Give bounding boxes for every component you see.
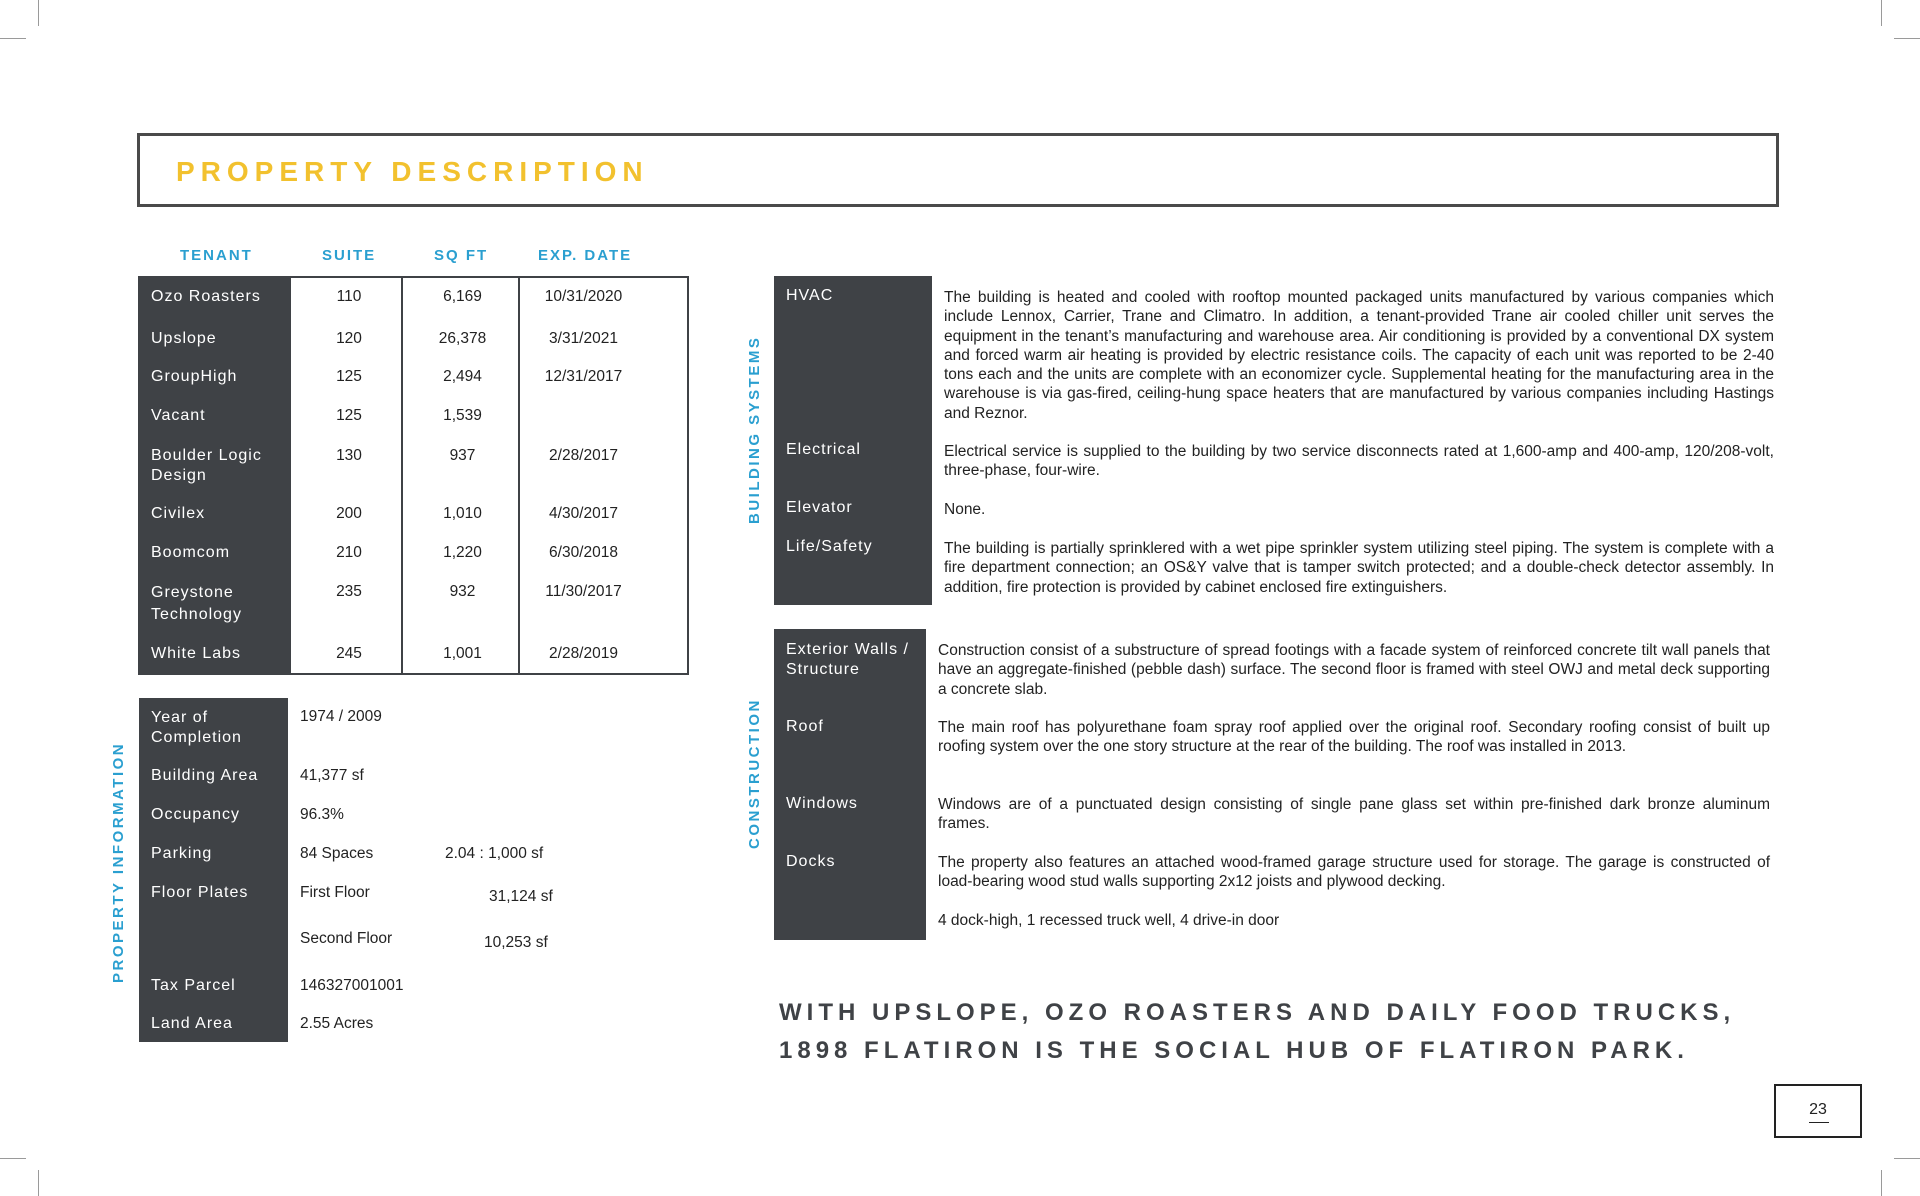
suite-value: 125	[336, 407, 362, 424]
quote-line-2: 1898 FLATIRON IS THE SOCIAL HUB OF FLATIRON PARK.	[779, 1037, 1689, 1064]
hvac-text: The building is heated and cooled with rooftop mounted packaged units manufactured by various companies which include Lennox, Carrier, Trane and Climatro. In addition, a tenant-provided Trane air cooled chiller unit serves the equipment in the tenant’s manufacturing and warehouse area. Air conditioning is provided by a conventional DX system and forced warm air heating is provided by electric resistance coils. The capacity of each unit was reported to be 2-40 tons each and the units are complete with an economizer cycle. Supplemental heating for the manufacturing area in the warehouse is via gas-fired, ceiling-hung space heaters that are manufactured by various companies including Hastings and Reznor.	[944, 289, 1774, 422]
exp-date-value: 11/30/2017	[545, 583, 622, 600]
electrical-text: Electrical service is supplied to the building by two service disconnects rated at 1,600-amp and 400-amp, 120/208-volt, three-phase, four-wire.	[944, 443, 1774, 480]
exp-date-value: 4/30/2017	[549, 505, 618, 522]
page-number-underline	[1809, 1122, 1829, 1123]
sqft-value: 2,494	[443, 368, 482, 385]
sqft-value: 1,010	[443, 505, 482, 522]
construction-label: CONSTRUCTION	[746, 698, 763, 849]
column-header-sqft: SQ FT	[434, 247, 489, 264]
exp-date-value: 2/28/2017	[549, 447, 618, 464]
crop-mark	[38, 1170, 39, 1196]
tenant-name: Upslope	[151, 330, 217, 347]
life-safety-label: Life/Safety	[786, 538, 873, 555]
quote-line-1: WITH UPSLOPE, OZO ROASTERS AND DAILY FOOD TRUCKS,	[779, 999, 1736, 1026]
docks-text-secondary: 4 dock-high, 1 recessed truck well, 4 drive-in door	[938, 912, 1280, 929]
exterior-walls-label: Exterior Walls / Structure	[786, 641, 909, 678]
exp-date-value: 3/31/2021	[549, 330, 618, 347]
elevator-label: Elevator	[786, 499, 853, 516]
roof-text: The main roof has polyurethane foam spray roof applied over the original roof. Secondary roofing consist of built up roofing system over the one story structure at the rear of the building. The roof was installed in 2013.	[938, 719, 1770, 756]
crop-mark	[0, 1158, 26, 1159]
sqft-value: 1,001	[443, 645, 482, 662]
suite-value: 130	[336, 447, 362, 464]
first-floor-value: 31,124 sf	[489, 888, 553, 905]
elevator-text: None.	[944, 501, 986, 518]
land-area-value: 2.55 Acres	[300, 1015, 374, 1032]
parking-ratio: 2.04 : 1,000 sf	[445, 845, 544, 862]
sqft-value: 932	[449, 583, 476, 600]
crop-mark	[38, 0, 39, 26]
suite-value: 120	[336, 330, 362, 347]
sqft-value: 1,539	[443, 407, 482, 424]
suite-value: 125	[336, 368, 362, 385]
exp-date-value: 6/30/2018	[549, 544, 618, 561]
electrical-label: Electrical	[786, 441, 861, 458]
tenant-name: Vacant	[151, 407, 206, 424]
tenant-name: White Labs	[151, 645, 242, 662]
suite-value: 200	[336, 505, 362, 522]
second-floor-value: 10,253 sf	[484, 934, 548, 951]
occupancy-value: 96.3%	[300, 806, 344, 823]
suite-value: 235	[336, 583, 362, 600]
occupancy-label: Occupancy	[151, 806, 241, 823]
land-area-label: Land Area	[151, 1015, 233, 1032]
exp-date-value: 2/28/2019	[549, 645, 618, 662]
docks-label: Docks	[786, 853, 836, 870]
hvac-label: HVAC	[786, 287, 834, 304]
building-area-label: Building Area	[151, 767, 259, 784]
sqft-value: 1,220	[443, 544, 482, 561]
crop-mark	[0, 38, 26, 39]
tenant-name: GroupHigh	[151, 368, 238, 385]
crop-mark	[1881, 1170, 1882, 1196]
title-box	[137, 133, 1779, 207]
exp-date-value: 10/31/2020	[544, 288, 623, 305]
tenant-name: Boomcom	[151, 544, 231, 561]
crop-mark	[1894, 1158, 1920, 1159]
page-number-box	[1774, 1084, 1862, 1138]
sqft-value: 6,169	[443, 288, 482, 305]
building-area-value: 41,377 sf	[300, 767, 364, 784]
year-of-completion-value: 1974 / 2009	[300, 708, 382, 725]
floor-plates-label: Floor Plates	[151, 884, 249, 901]
crop-mark	[1881, 0, 1882, 26]
parking-label: Parking	[151, 845, 213, 862]
tenant-name: Civilex	[151, 505, 206, 522]
column-header-exp-date: EXP. DATE	[538, 247, 633, 264]
page-number: 23	[1809, 1101, 1827, 1118]
parking-value: 84 Spaces	[300, 845, 374, 862]
life-safety-text: The building is partially sprinklered with a wet pipe sprinkler system utilizing steel piping. The system is complete with a fire department connection; an OS&Y valve that is tamper switch protected; and a double-check detector assembly. In addition, fire protection is provided by cabinet enclosed fire extinguishers.	[944, 540, 1774, 596]
crop-mark	[1894, 38, 1920, 39]
tenant-name: Boulder Logic Design	[151, 447, 262, 484]
column-header-suite: SUITE	[322, 247, 377, 264]
tax-parcel-label: Tax Parcel	[151, 977, 236, 994]
page-title: PROPERTY DESCRIPTION	[176, 156, 649, 187]
sqft-value: 26,378	[438, 330, 487, 347]
tenant-name: Greystone Technology	[151, 584, 242, 623]
tenant-name: Ozo Roasters	[151, 288, 261, 305]
suite-value: 210	[336, 544, 362, 561]
tax-parcel-value: 146327001001	[300, 977, 404, 994]
second-floor-label: Second Floor	[300, 930, 393, 947]
year-of-completion-label: Year of Completion	[151, 709, 242, 746]
windows-text: Windows are of a punctuated design consisting of single pane glass set within pre-finished dark bronze aluminum frames.	[938, 796, 1770, 833]
column-header-tenant: TENANT	[180, 247, 253, 264]
property-information-label: PROPERTY INFORMATION	[110, 741, 127, 983]
suite-value: 110	[336, 288, 362, 305]
exterior-walls-text: Construction consist of a substructure of spread footings with a facade system of reinforced concrete tilt wall panels that have an aggregate-finished (pebble dash) surface. The second floor is framed with steel OWJ and metal deck supporting a concrete slab.	[938, 642, 1770, 698]
building-systems-label: BUILDING SYSTEMS	[746, 335, 763, 524]
docks-text: The property also features an attached wood-framed garage structure used for storage. The garage is constructed of load-bearing wood stud walls supporting 2x12 joists and plywood decking.	[938, 854, 1770, 891]
suite-value: 245	[336, 645, 362, 662]
first-floor-label: First Floor	[300, 884, 370, 901]
sqft-value: 937	[449, 447, 476, 464]
roof-label: Roof	[786, 718, 824, 735]
exp-date-value: 12/31/2017	[544, 368, 623, 385]
windows-label: Windows	[786, 795, 858, 812]
